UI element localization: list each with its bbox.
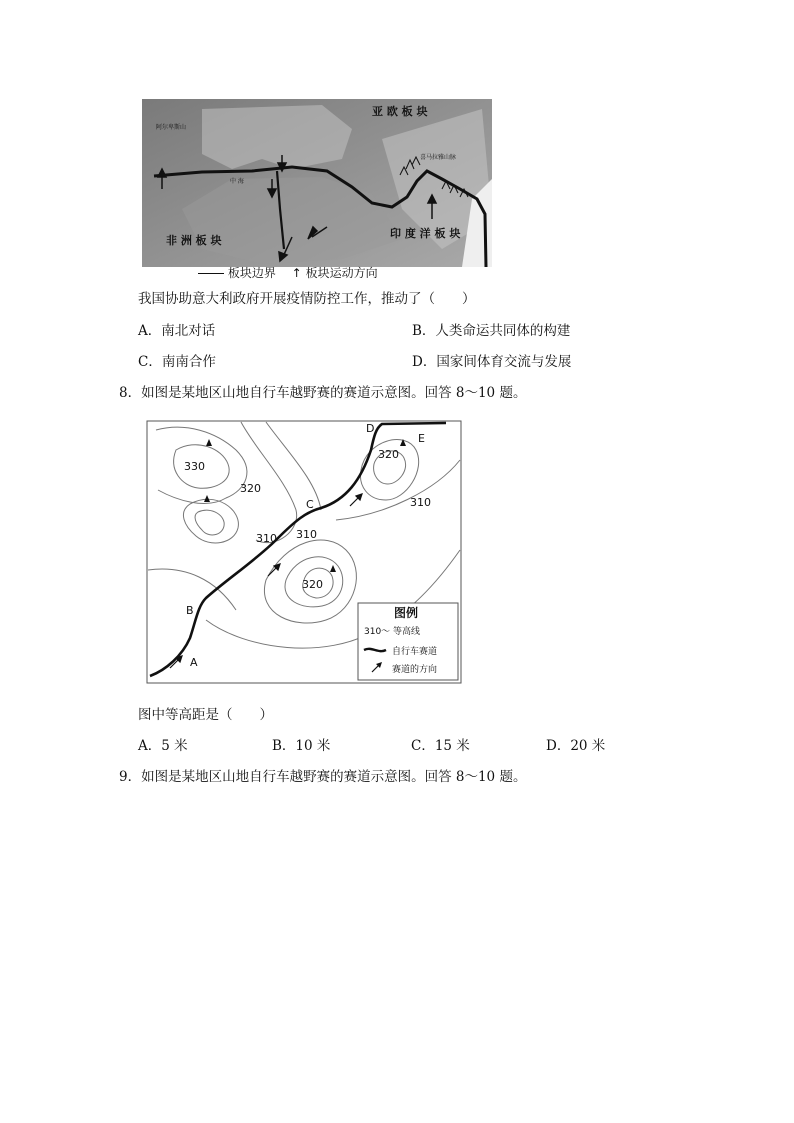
- alps-label: 阿尔卑斯山: [156, 124, 187, 131]
- contour-label-320-c: 320: [378, 448, 399, 461]
- legend-boundary: 板块边界: [227, 266, 276, 280]
- legend-title: 图例: [394, 606, 419, 620]
- legend-motion: 板块运动方向: [305, 266, 378, 280]
- q8-stem: 图中等高距是（ ）: [138, 707, 273, 723]
- contour-label-310-b: 310: [296, 528, 317, 541]
- plate-map: [142, 99, 492, 267]
- plate-legend: [198, 264, 458, 282]
- contour-map: [146, 420, 462, 684]
- boundary-line-icon: [198, 273, 224, 274]
- eurasia-plate-label: 亚 欧 板 块: [372, 105, 428, 118]
- contour-label-310-c: 310: [410, 496, 431, 509]
- point-c: C: [306, 498, 314, 511]
- q8-option-d[interactable]: D．20 米: [546, 738, 606, 754]
- contour-label-310-a: 310: [256, 532, 277, 545]
- himalaya-label: 喜马拉雅山脉: [420, 154, 457, 161]
- q8-option-b[interactable]: B．10 米: [272, 738, 331, 754]
- point-b: B: [186, 604, 194, 617]
- q7-option-b[interactable]: B．人类命运共同体的构建: [412, 323, 571, 339]
- point-e: E: [418, 432, 425, 445]
- legend-direction: 赛道的方向: [392, 665, 438, 675]
- sea-label: 中 海: [230, 178, 244, 185]
- q8-title: 8．如图是某地区山地自行车越野赛的赛道示意图。回答 8～10 题。: [119, 385, 527, 401]
- q7-option-d[interactable]: D．国家间体育交流与发展: [412, 354, 572, 370]
- q9-title: 9．如图是某地区山地自行车越野赛的赛道示意图。回答 8～10 题。: [119, 769, 527, 785]
- legend-track: 自行车赛道: [392, 647, 438, 657]
- contour-label-320-b: 320: [302, 578, 323, 591]
- q8-option-c[interactable]: C．15 米: [411, 738, 470, 754]
- africa-plate-label: 非 洲 板 块: [166, 234, 222, 247]
- legend-contour: 310～ 等高线: [364, 627, 421, 637]
- motion-arrow-icon: ↑: [291, 266, 302, 280]
- q7-option-c[interactable]: C．南南合作: [138, 354, 216, 370]
- indian-plate-label: 印 度 洋 板 块: [390, 227, 461, 240]
- point-d: D: [366, 422, 375, 435]
- q8-option-a[interactable]: A．5 米: [138, 738, 188, 754]
- point-a: A: [190, 656, 198, 669]
- q7-option-a[interactable]: A．南北对话: [138, 323, 216, 339]
- contour-label-330: 330: [184, 460, 205, 473]
- contour-label-320-a: 320: [240, 482, 261, 495]
- contour-legend: [358, 603, 458, 680]
- q7-stem: 我国协助意大利政府开展疫情防控工作，推动了（ ）: [138, 291, 476, 307]
